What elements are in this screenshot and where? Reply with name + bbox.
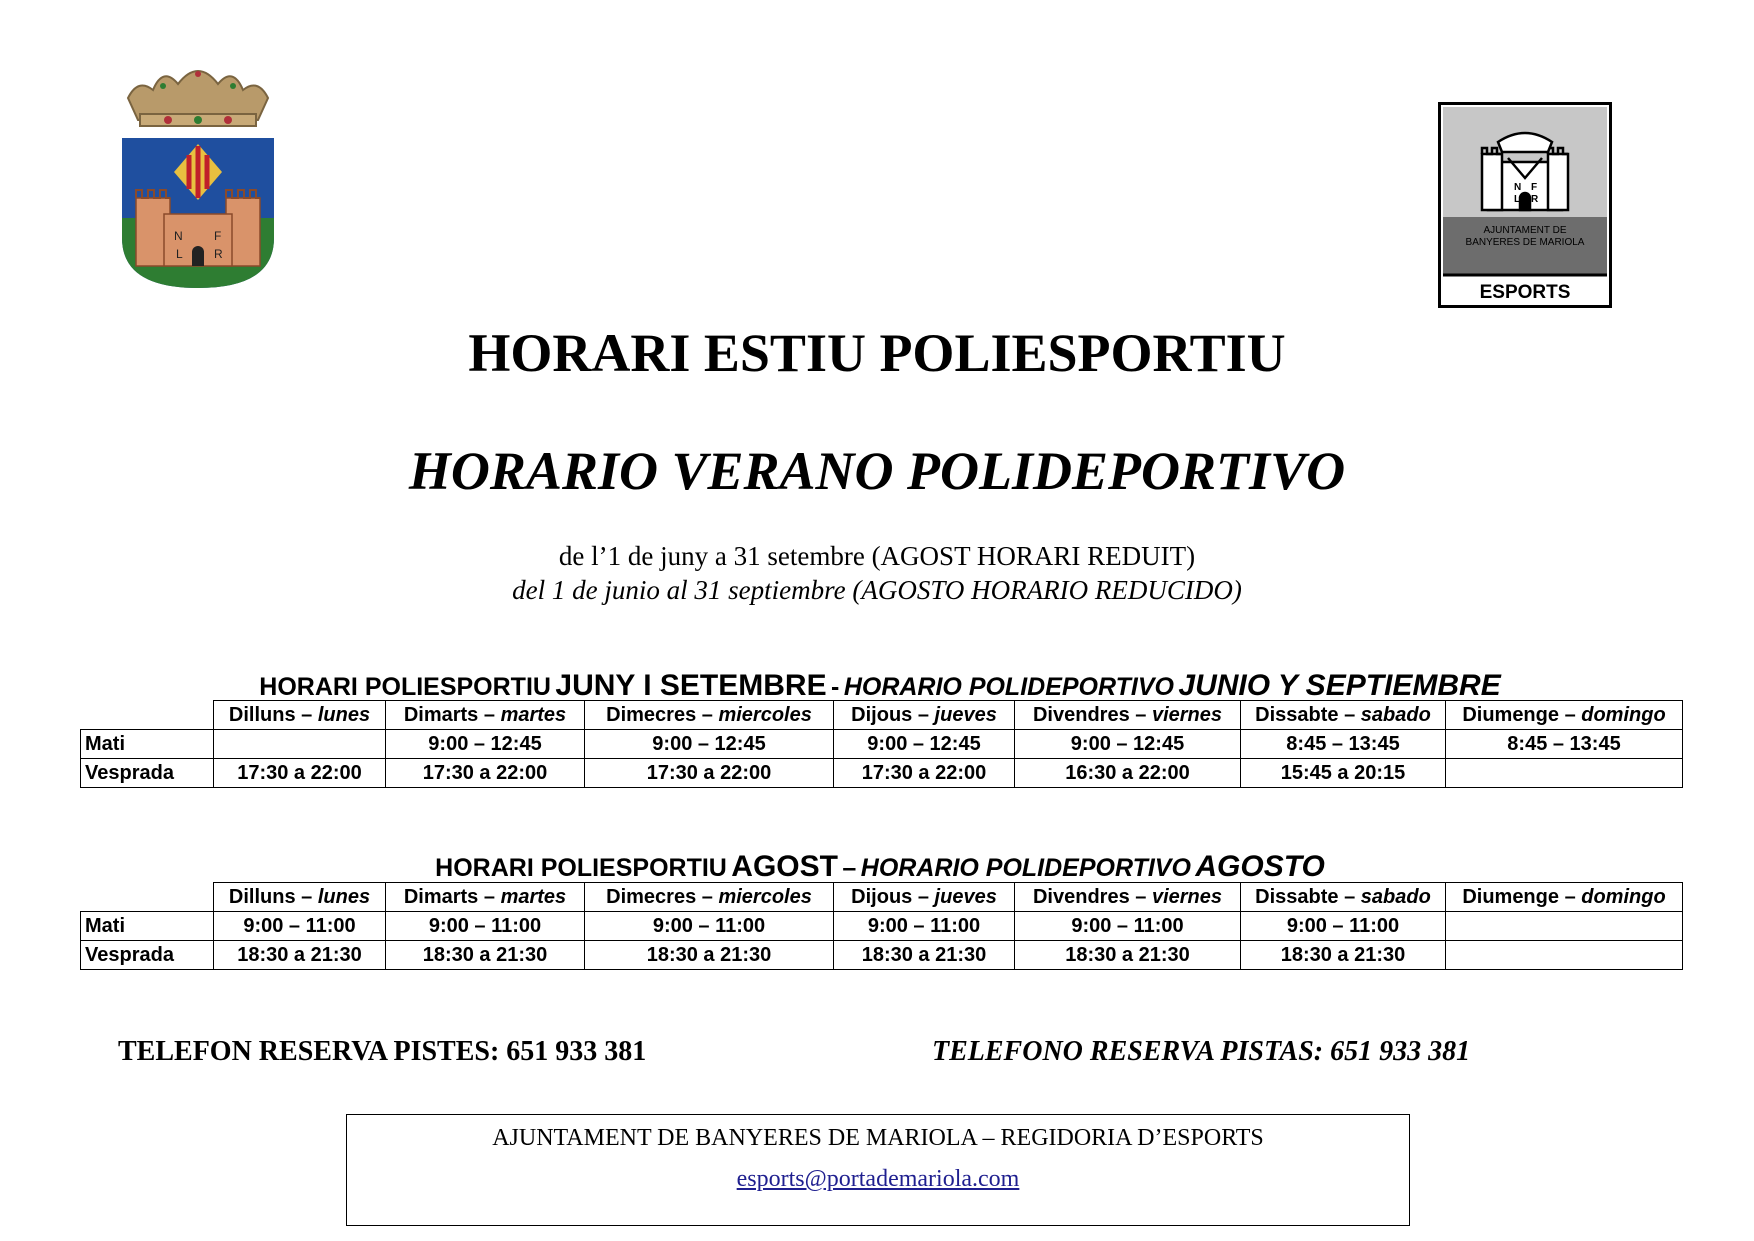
- schedule-table: [80, 700, 1683, 788]
- svg-text:L: L: [1514, 194, 1521, 205]
- day-header: Divendres – viernes: [1015, 701, 1241, 730]
- row-label-evening: Vesprada: [81, 759, 214, 788]
- time-cell: 17:30 a 22:00: [585, 759, 834, 788]
- time-cell: 18:30 a 21:30: [834, 941, 1015, 970]
- page-title: HORARI ESTIU POLIESPORTIU: [468, 323, 1286, 383]
- time-cell: 8:45 – 13:45: [1241, 730, 1446, 759]
- time-cell: 18:30 a 21:30: [1015, 941, 1241, 970]
- day-header: Dilluns – lunes: [214, 701, 386, 730]
- time-cell: 15:45 a 20:15: [1241, 759, 1446, 788]
- schedule-heading: HORARI POLIESPORTIU JUNY I SETEMBRE - HORARIO POLIDEPORTIVO JUNIO Y SEPTIEMBRE: [259, 669, 1501, 702]
- svg-text:N: N: [174, 229, 183, 243]
- time-cell: 16:30 a 22:00: [1015, 759, 1241, 788]
- esports-logo-line2: BANYERES DE MARIOLA: [1465, 237, 1585, 248]
- day-header: Dilluns – lunes: [214, 883, 386, 912]
- footer-email-link[interactable]: esports@portademariola.com: [736, 1166, 1020, 1192]
- table-header-row: [81, 701, 1683, 730]
- day-header: Dimecres – miercoles: [585, 701, 834, 730]
- time-cell: [1446, 912, 1683, 941]
- row-label-evening: Vesprada: [81, 941, 214, 970]
- footer-box: [346, 1114, 1410, 1226]
- row-label-morning: Mati: [81, 912, 214, 941]
- day-header: Dijous – jueves: [834, 701, 1015, 730]
- table-row: [81, 759, 1683, 788]
- time-cell: 9:00 – 12:45: [585, 730, 834, 759]
- day-header: Diumenge – domingo: [1446, 883, 1683, 912]
- day-header: Dissabte – sabado: [1241, 883, 1446, 912]
- table-row: [81, 912, 1683, 941]
- time-cell: 9:00 – 11:00: [585, 912, 834, 941]
- date-range-es: del 1 de junio al 31 septiembre (AGOSTO HORARIO REDUCIDO): [512, 575, 1242, 605]
- footer-organization: AJUNTAMENT DE BANYERES DE MARIOLA – REGIDORIA D’ESPORTS: [492, 1125, 1264, 1151]
- time-cell: 9:00 – 11:00: [386, 912, 585, 941]
- day-header: Dimecres – miercoles: [585, 883, 834, 912]
- time-cell: 9:00 – 12:45: [386, 730, 585, 759]
- time-cell: 9:00 – 11:00: [834, 912, 1015, 941]
- time-cell: 18:30 a 21:30: [1241, 941, 1446, 970]
- time-cell: 17:30 a 22:00: [214, 759, 386, 788]
- esports-logo-label: ESPORTS: [1479, 282, 1571, 303]
- schedule-heading: HORARI POLIESPORTIU AGOST – HORARIO POLIDEPORTIVO AGOSTO: [435, 850, 1325, 883]
- svg-text:R: R: [1531, 194, 1539, 205]
- time-cell: 18:30 a 21:30: [386, 941, 585, 970]
- time-cell: [1446, 759, 1683, 788]
- time-cell: 18:30 a 21:30: [214, 941, 386, 970]
- time-cell: 9:00 – 12:45: [834, 730, 1015, 759]
- phone-reservation-ca: TELEFON RESERVA PISTES: 651 933 381: [118, 1036, 647, 1067]
- date-range-ca: de l’1 de juny a 31 setembre (AGOST HORARI REDUIT): [558, 541, 1196, 571]
- day-header: Dissabte – sabado: [1241, 701, 1446, 730]
- time-cell: 17:30 a 22:00: [386, 759, 585, 788]
- esports-logo-line1: AJUNTAMENT DE: [1483, 225, 1567, 236]
- time-cell: 9:00 – 11:00: [214, 912, 386, 941]
- coat-of-arms-logo: [118, 58, 278, 294]
- row-label-morning: Mati: [81, 730, 214, 759]
- table-row: [81, 941, 1683, 970]
- svg-text:R: R: [214, 247, 223, 261]
- page-subtitle: HORARIO VERANO POLIDEPORTIVO: [408, 441, 1346, 501]
- svg-text:N: N: [1514, 182, 1522, 193]
- phone-reservation-es: TELEFONO RESERVA PISTAS: 651 933 381: [932, 1036, 1471, 1067]
- time-cell: 9:00 – 11:00: [1241, 912, 1446, 941]
- time-cell: [214, 730, 386, 759]
- time-cell: 9:00 – 11:00: [1015, 912, 1241, 941]
- time-cell: 9:00 – 12:45: [1015, 730, 1241, 759]
- time-cell: 18:30 a 21:30: [585, 941, 834, 970]
- crown-icon: [128, 71, 268, 126]
- time-cell: 8:45 – 13:45: [1446, 730, 1683, 759]
- table-header-row: [81, 883, 1683, 912]
- day-header: Dimarts – martes: [386, 701, 585, 730]
- svg-text:L: L: [176, 247, 183, 261]
- esports-logo: [1438, 102, 1612, 308]
- svg-text:F: F: [214, 229, 222, 243]
- schedule-table: [80, 882, 1683, 970]
- svg-text:F: F: [1531, 182, 1538, 193]
- day-header: Dijous – jueves: [834, 883, 1015, 912]
- day-header: Divendres – viernes: [1015, 883, 1241, 912]
- day-header: Diumenge – domingo: [1446, 701, 1683, 730]
- day-header: Dimarts – martes: [386, 883, 585, 912]
- time-cell: 17:30 a 22:00: [834, 759, 1015, 788]
- time-cell: [1446, 941, 1683, 970]
- table-row: [81, 730, 1683, 759]
